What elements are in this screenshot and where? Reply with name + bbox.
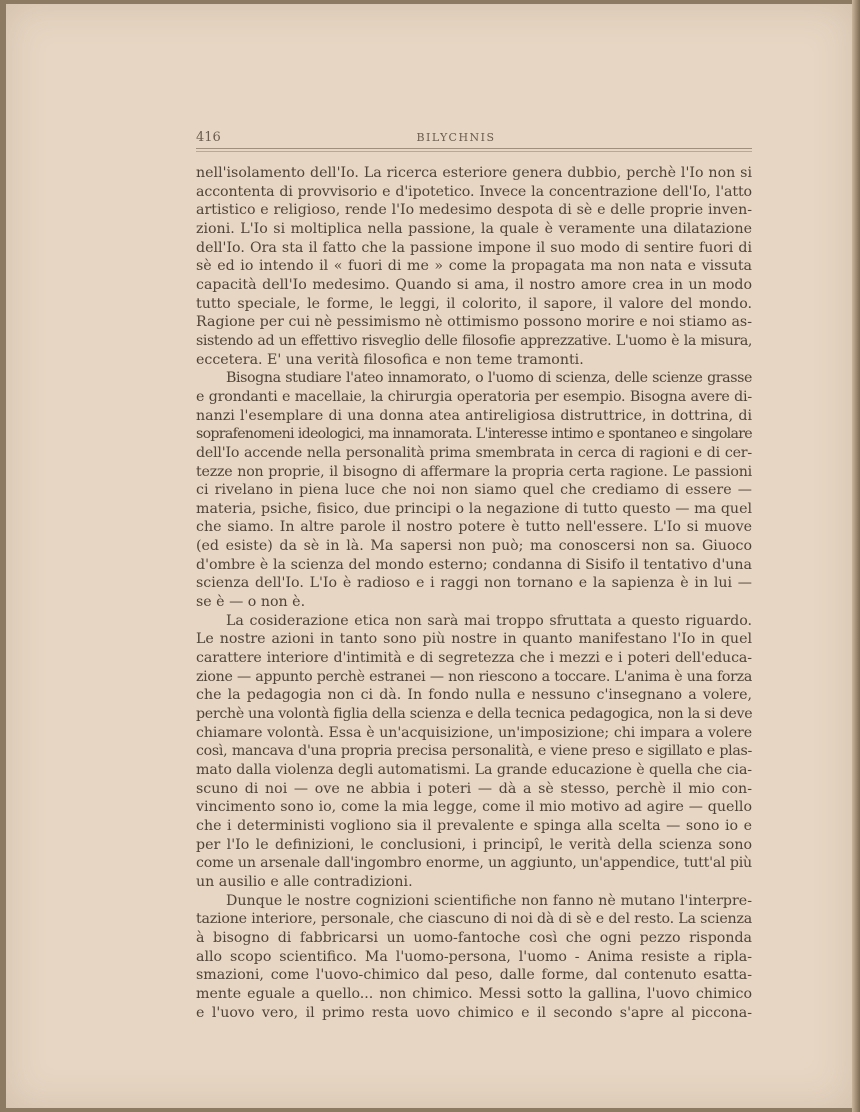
text-line: che i deterministi vogliono sia il prevalente e spinga alla scelta — sono io e <box>196 817 752 834</box>
text-line: che siamo. In altre parole il nostro potere è tutto nell'essere. L'Io si muove <box>196 519 752 536</box>
text-line: allo scopo scientifico. Ma l'uomo-persona, l'uomo - Anima resiste a ripla- <box>196 948 752 965</box>
text-line: un ausilio e alle contradizioni. <box>196 873 413 890</box>
text-line: La cosiderazione etica non sarà mai troppo sfruttata a questo riguardo. <box>226 612 752 629</box>
text-line: dell'Io accende nella personalità prima smembrata in cerca di ragioni e di cer- <box>196 444 752 461</box>
paragraph-3 <box>196 612 752 892</box>
text-line: eccetera. E' una verità filosofica e non teme tramonti. <box>196 351 584 368</box>
page-number: 416 <box>196 130 221 145</box>
text-line: sè ed io intendo il « fuori di me » come la propagata ma non nata e vissuta <box>196 258 752 275</box>
text-line: e grondanti e macellaie, la chirurgia operatoria per esempio. Bisogna avere di- <box>196 388 752 405</box>
text-line: che la pedagogia non ci dà. In fondo nulla e nessuno c'insegnano a volere, <box>196 687 752 704</box>
text-line: Ragione per cui nè pessimismo nè ottimismo possono morire e noi stiamo as- <box>196 314 752 331</box>
text-line: à bisogno di fabbricarsi un uomo-fantoche così che ogni pezzo risponda <box>196 929 752 946</box>
text-line: smazioni, come l'uovo-chimico dal peso, dalle forme, dal contenuto esatta- <box>196 967 752 984</box>
text-line: mato dalla violenza degli automatismi. La grande educazione è quella che cia- <box>196 762 752 778</box>
text-line: Le nostre azioni in tanto sono più nostre in quanto manifestano l'Io in quel <box>196 631 752 648</box>
text-line: ci rivelano in piena luce che noi non siamo quel che crediamo di essere — <box>196 482 752 499</box>
text-line: carattere interiore d'intimità e di segretezza che i mezzi e i poteri dell'educa- <box>196 650 752 667</box>
text-line: perchè una volontà figlia della scienza e della tecnica pedagogica, non la si deve <box>196 706 753 723</box>
text-line: così, mancava d'una propria precisa personalità, e viene preso e sigillato e plas- <box>196 743 752 760</box>
text-line: scuno di noi — ove ne abbia i poteri — dà a sè stesso, perchè il mio con- <box>196 780 752 797</box>
text-line: zione — appunto perchè estranei — non riescono a toccare. L'anima è una forza <box>196 668 752 685</box>
header-rule-secondary <box>196 151 752 152</box>
text-line: vincimento sono io, come la mia legge, come il mio motivo ad agire — quello <box>196 799 752 816</box>
text-line: chiamare volontà. Essa è un'acquisizione, un'imposizione; chi impara a volere <box>196 724 752 741</box>
paragraph-4 <box>196 892 752 1023</box>
text-line: dell'Io. Ora sta il fatto che la passione impone il suo modo di sentire fuori di <box>196 239 752 256</box>
header-rule <box>196 148 752 149</box>
text-line: come un arsenale dall'ingombro enorme, un aggiunto, un'appendice, tutt'al più <box>196 855 752 872</box>
text-line: nell'isolamento dell'Io. La ricerca esteriore genera dubbio, perchè l'Io non si <box>196 165 752 181</box>
text-line: tazione interiore, personale, che ciascuno di noi dà di sè e del resto. La scienza <box>196 911 752 928</box>
running-head: BILYCHNIS <box>416 131 496 144</box>
text-line: nanzi l'esemplare di una donna atea antireligiosa distruttrice, in dottrina, di <box>196 407 752 424</box>
text-line: tezze non proprie, il bisogno di affermare la propria certa ragione. Le passioni <box>196 463 752 480</box>
paragraph-2 <box>196 369 752 612</box>
text-line: d'ombre è la scienza del mondo esterno; condanna di Sisifo il tentativo d'una <box>196 556 752 573</box>
paragraph-1 <box>196 164 752 369</box>
text-line: materia, psiche, fisico, due principi o la negazione di tutto questo — ma quel <box>196 500 752 517</box>
text-line: scienza dell'Io. L'Io è radioso e i raggi non tornano e la sapienza è in lui — <box>196 575 752 592</box>
text-line: artistico e religioso, rende l'Io medesimo despota di sè e delle proprie inven- <box>196 202 752 219</box>
text-line: soprafenomeni ideologici, ma innamorata. L'interesse intimo e spontaneo e singolare <box>196 426 752 443</box>
page-header <box>196 128 756 148</box>
text-line: mente eguale a quello... non chimico. Messi sotto la gallina, l'uovo chimico <box>196 985 752 1002</box>
body-text <box>196 164 752 1022</box>
text-line: per l'Io le definizioni, le conclusioni, i principî, le verità della scienza sono <box>196 836 752 853</box>
text-line: (ed esiste) da sè in là. Ma sapersi non può; ma conoscersi non sa. Giuoco <box>196 538 752 555</box>
page-edge <box>852 0 860 1112</box>
text-line: zioni. L'Io si moltiplica nella passione, la quale è veramente una dilatazione <box>196 220 752 237</box>
text-line: sistendo ad un effettivo risveglio delle filosofie apprezzative. L'uomo è la misura, <box>196 332 752 349</box>
text-line: se è — o non è. <box>196 594 306 611</box>
text-line: accontenta di provvisorio e d'ipotetico. Invece la concentrazione dell'Io, l'atto <box>196 183 752 200</box>
text-line: Bisogna studiare l'ateo innamorato, o l'uomo di scienza, delle scienze grasse <box>226 370 752 387</box>
text-line: e l'uovo vero, il primo resta uovo chimico e il secondo s'apre al piccona- <box>196 1004 752 1021</box>
text-line: Dunque le nostre cognizioni scientifiche non fanno nè mutano l'interpre- <box>226 892 752 909</box>
text-line: tutto speciale, le forme, le leggi, il colorito, il sapore, il valore del mondo. <box>196 295 752 312</box>
text-line: capacità dell'Io medesimo. Quando si ama, il nostro amore crea in un modo <box>196 276 752 293</box>
